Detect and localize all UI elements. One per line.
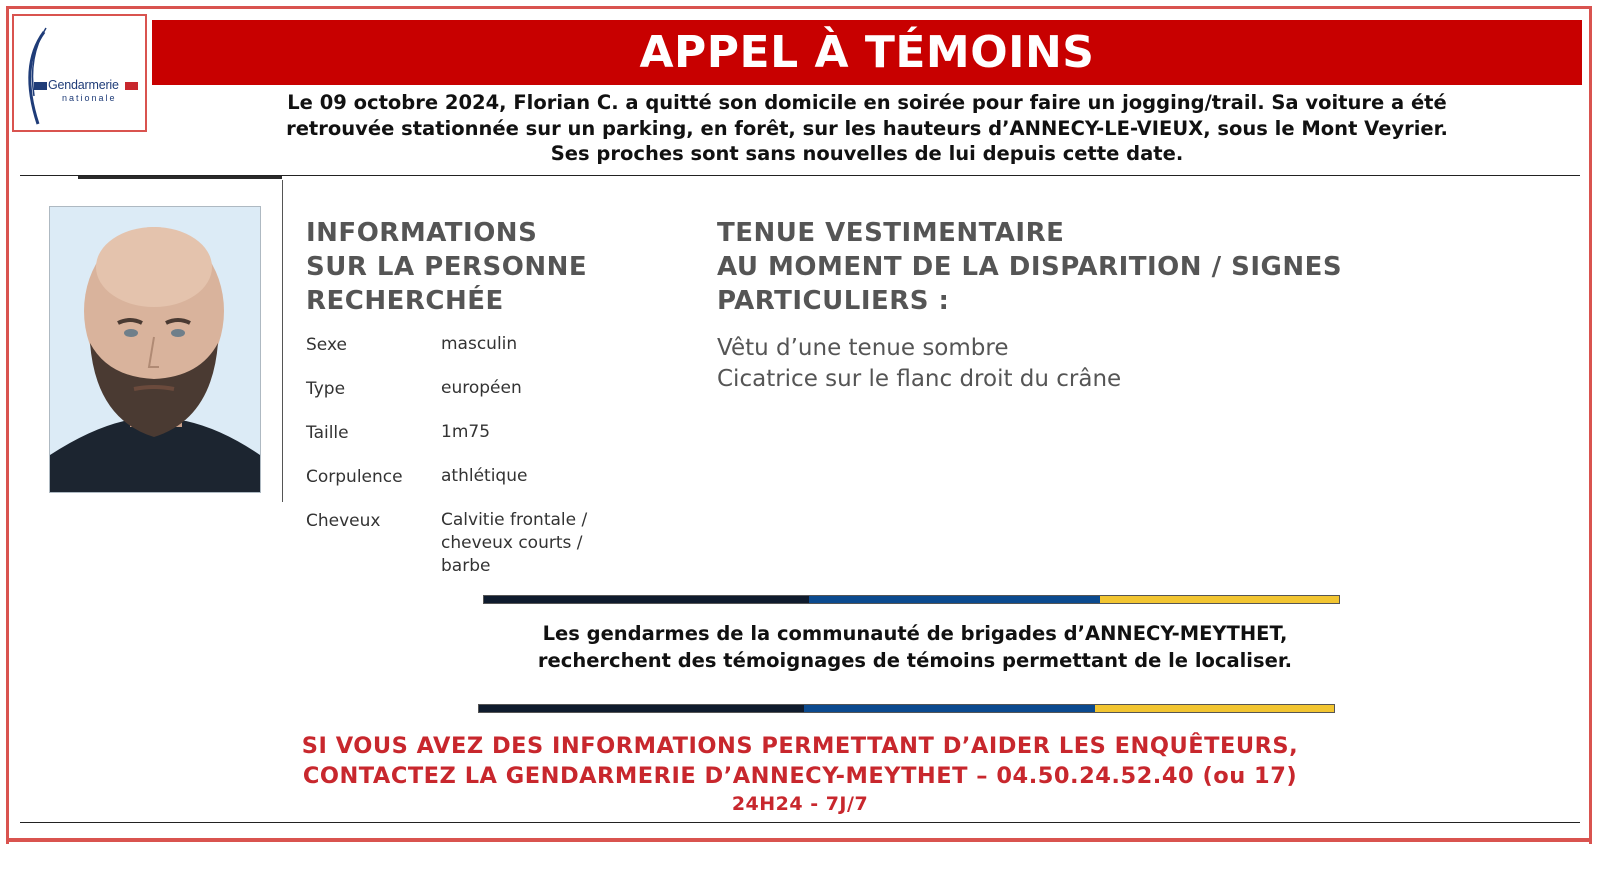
investigation-text	[440, 620, 1390, 674]
info-label-taille: Taille	[306, 423, 349, 443]
investigation-line: Les gendarmes de la communauté de brigades d’ANNECY-MEYTHET,	[542, 622, 1288, 645]
stripe-yellow	[1100, 596, 1339, 603]
info-value-cheveux: Calvitie frontale / cheveux courts / barbe	[441, 510, 588, 576]
photo-top-border	[78, 176, 282, 179]
bottom-red-bar	[6, 838, 1592, 842]
intro-line: Le 09 octobre 2024, Florian C. a quitté son domicile en soirée pour faire un jogging/trail. Sa voiture a été	[287, 91, 1447, 114]
info-value-sexe: masculin	[441, 334, 518, 354]
person-portrait-icon	[50, 207, 260, 492]
clothing-line: Cicatrice sur le flanc droit du crâne	[717, 366, 1122, 392]
info-value-corpulence: athlétique	[441, 466, 528, 486]
clothing-title: TENUE VESTIMENTAIRE AU MOMENT DE LA DISPARITION / SIGNES PARTICULIERS :	[717, 218, 1343, 316]
stripe-blue	[809, 596, 1100, 603]
stripe-navy	[484, 596, 809, 603]
gendarmerie-swoosh-icon	[14, 16, 145, 130]
investigation-line: recherchent des témoignages de témoins permettant de le localiser.	[537, 649, 1293, 672]
logo-name: Gendarmerie	[48, 78, 119, 92]
photo-right-border	[282, 180, 283, 502]
tricolor-stripe	[478, 704, 1335, 713]
tricolor-stripe	[483, 595, 1340, 604]
info-label-type: Type	[306, 379, 346, 399]
contact-line-2: CONTACTEZ LA GENDARMERIE D’ANNECY-MEYTHET – 04.50.24.52.40 (ou 17)	[302, 763, 1298, 789]
intro-line: Ses proches sont sans nouvelles de lui depuis cette date.	[550, 142, 1184, 165]
contact-block	[150, 731, 1450, 817]
intro-text	[152, 90, 1582, 167]
intro-line: retrouvée stationnée sur un parking, en forêt, sur les hauteurs d’ANNECY-LE-VIEUX, sous le Mont Veyrier.	[286, 116, 1448, 140]
person-info-title: INFORMATIONS SUR LA PERSONNE RECHERCHÉE	[306, 218, 588, 316]
page-title: APPEL À TÉMOINS	[152, 20, 1582, 85]
info-value-type: européen	[441, 378, 522, 398]
stripe-navy	[479, 705, 804, 712]
logo-subtitle: nationale	[62, 93, 117, 103]
gendarmerie-logo	[12, 14, 147, 132]
divider	[20, 822, 1580, 823]
info-label-corpulence: Corpulence	[306, 467, 403, 487]
stripe-yellow	[1095, 705, 1334, 712]
info-label-cheveux: Cheveux	[306, 511, 381, 531]
info-value-taille: 1m75	[441, 422, 491, 442]
contact-line-1: SI VOUS AVEZ DES INFORMATIONS PERMETTANT D’AIDER LES ENQUÊTEURS,	[301, 733, 1299, 759]
stripe-blue	[804, 705, 1095, 712]
contact-hours: 24H24 - 7J/7	[731, 793, 869, 815]
clothing-line: Vêtu d’une tenue sombre	[717, 335, 1009, 361]
info-label-sexe: Sexe	[306, 335, 347, 355]
missing-person-photo	[49, 206, 261, 493]
